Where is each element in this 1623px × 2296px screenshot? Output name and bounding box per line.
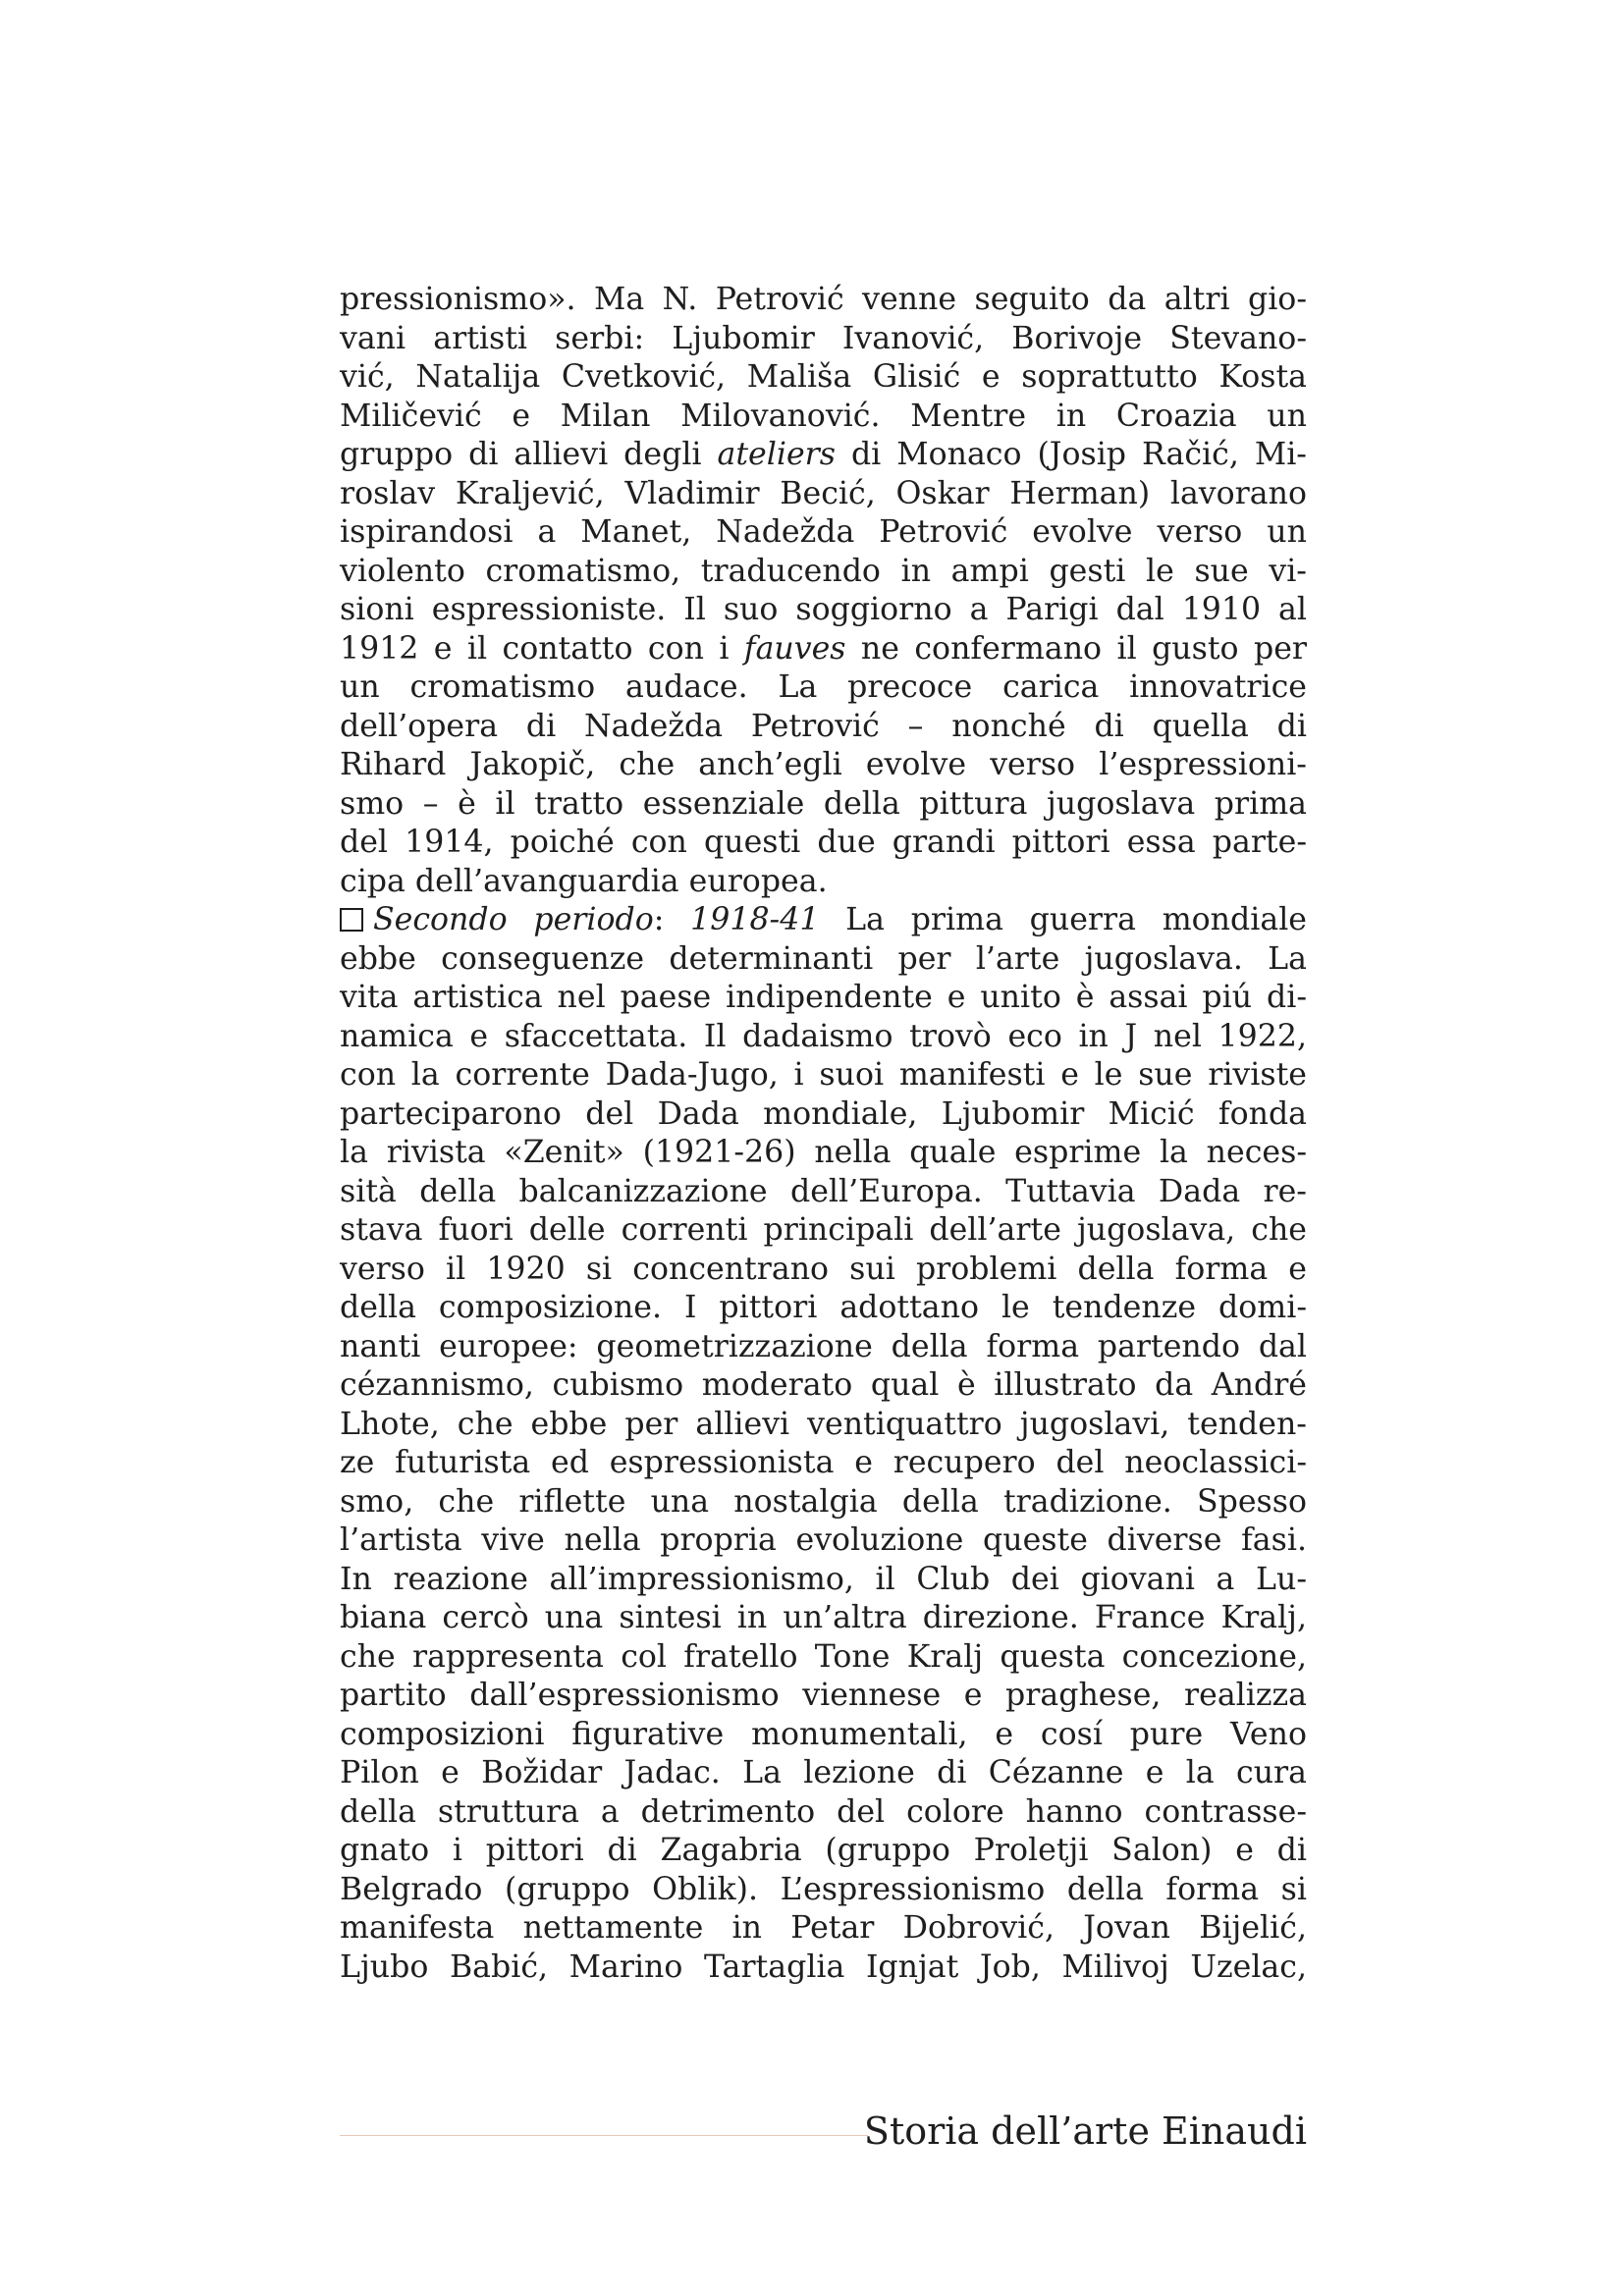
text-line — [340, 940, 1307, 980]
text-span: sità della balcanizzazione dell’Europa. Tuttavia Dada re- — [340, 1173, 1307, 1209]
text-line — [340, 475, 1307, 514]
text-line — [340, 1251, 1307, 1290]
italic-text-span: fauves — [743, 630, 846, 667]
text-span: : — [653, 902, 691, 937]
text-span: dell’opera di Nadežda Petrović – nonché di quella di — [340, 708, 1307, 744]
text-line — [340, 1522, 1307, 1561]
text-span: nanti europee: geometrizzazione della forma partendo dal — [340, 1328, 1307, 1364]
text-span: la rivista «Zenit» (1921-26) nella quale esprime la neces- — [340, 1135, 1307, 1170]
text-span: roslav Kraljević, Vladimir Becić, Oskar Herman) lavorano — [340, 475, 1307, 511]
text-span: Belgrado (gruppo Oblik). L’espressionismo della forma si — [340, 1871, 1307, 1907]
text-line — [340, 1832, 1307, 1871]
text-span: ispirandosi a Manet, Nadežda Petrović evolve verso un — [340, 514, 1307, 550]
text-span: della struttura a detrimento del colore hanno contrasse- — [340, 1793, 1307, 1830]
text-span: partito dall’espressionismo viennese e praghese, realizza — [340, 1678, 1307, 1713]
text-span: Pilon e Božidar Jadac. La lezione di Cézanne e la cura — [340, 1755, 1307, 1790]
text-line — [340, 436, 1307, 475]
text-line — [340, 1444, 1307, 1483]
text-span: pressionismo». Ma N. Petrović venne seguito da altri gio- — [340, 282, 1307, 317]
text-line — [340, 358, 1307, 398]
text-span: ebbe conseguenze determinanti per l’arte jugoslava. La — [340, 940, 1307, 977]
text-line — [340, 591, 1307, 630]
text-span: parteciparono del Dada mondiale, Ljubomir Micić fonda — [340, 1095, 1307, 1132]
text-span: ze futurista ed espressionista e recupero del neoclassici- — [340, 1445, 1307, 1480]
text-span: vita artistica nel paese indipendente e unito è assai piú di- — [340, 980, 1307, 1015]
text-span: Lhote, che ebbe per allievi ventiquattro jugoslavi, tenden- — [340, 1406, 1307, 1442]
text-line — [340, 668, 1307, 708]
text-line — [340, 1793, 1307, 1833]
text-line — [340, 1677, 1307, 1716]
text-span: In reazione all’impressionismo, il Club dei giovani a Lu- — [340, 1561, 1307, 1597]
text-span: biana cercò una sintesi in un’altra direzione. France Kralj, — [340, 1600, 1307, 1635]
text-line — [340, 785, 1307, 825]
text-line — [340, 1949, 1307, 1988]
page-footer — [340, 2107, 1307, 2165]
text-line — [340, 1406, 1307, 1445]
text-span: gnato i pittori di Zagabria (gruppo Proletji Salon) e di — [340, 1833, 1307, 1868]
text-line — [340, 746, 1307, 785]
text-line — [340, 1018, 1307, 1057]
text-span: cézannismo, cubismo moderato qual è illustrato da André — [340, 1367, 1307, 1403]
text-line — [340, 1909, 1307, 1949]
text-line — [340, 1366, 1307, 1406]
italic-text-span: Secondo periodo — [373, 902, 654, 937]
text-span: verso il 1920 si concentrano sui problemi della forma e — [340, 1251, 1307, 1287]
text-line — [340, 901, 1307, 940]
text-span: che rappresenta col fratello Tone Kralj questa concezione, — [340, 1638, 1307, 1675]
text-line — [340, 1211, 1307, 1251]
text-span: violento cromatismo, traducendo in ampi gesti le sue vi- — [340, 553, 1307, 589]
text-line — [340, 1056, 1307, 1095]
text-span: della composizione. I pittori adottano le tendenze domi- — [340, 1290, 1307, 1325]
text-span: ne confermano il gusto per — [845, 630, 1307, 667]
text-span: l’artista vive nella propria evoluzione queste diverse fasi. — [340, 1522, 1307, 1558]
text-line — [340, 1483, 1307, 1522]
text-line — [340, 1599, 1307, 1638]
text-line — [340, 863, 1307, 902]
text-line — [340, 398, 1307, 437]
text-line — [340, 553, 1307, 592]
body-text — [340, 281, 1307, 1987]
text-span: un cromatismo audace. La precoce carica innovatrice — [340, 669, 1307, 705]
text-span: Miličević e Milan Milovanović. Mentre in Croazia un — [340, 398, 1307, 434]
text-line — [340, 320, 1307, 359]
text-span: vani artisti serbi: Ljubomir Ivanović, Borivoje Stevano- — [340, 320, 1307, 356]
text-span: del 1914, poiché con questi due grandi pittori essa parte- — [340, 825, 1307, 860]
text-line — [340, 1173, 1307, 1212]
text-line — [340, 1095, 1307, 1135]
text-span: La prima guerra mondiale — [819, 902, 1307, 937]
text-line — [340, 824, 1307, 863]
italic-text-span: ateliers — [717, 437, 836, 472]
text-span: di Monaco (Josip Račić, Mi- — [835, 437, 1307, 472]
text-line — [340, 708, 1307, 747]
italic-text-span: 1918-41 — [690, 902, 820, 937]
text-line — [340, 1871, 1307, 1910]
text-span: namica e sfaccettata. Il dadaismo trovò eco in J nel 1922, — [340, 1018, 1307, 1054]
text-span: gruppo di allievi degli — [340, 437, 718, 472]
text-line — [340, 281, 1307, 320]
text-span: sioni espressioniste. Il suo soggiorno a Parigi dal 1910 al — [340, 592, 1307, 627]
text-span: smo, che riflette una nostalgia della tradizione. Spesso — [340, 1483, 1307, 1520]
text-line — [340, 1289, 1307, 1328]
text-span: Rihard Jakopič, che anch’egli evolve verso l’espressioni- — [340, 747, 1307, 782]
text-line — [340, 1716, 1307, 1755]
text-span: cipa dell’avanguardia europea. — [340, 863, 828, 899]
text-line — [340, 1754, 1307, 1793]
text-span: 1912 e il contatto con i — [340, 630, 744, 667]
text-span: composizioni figurative monumentali, e cosí pure Veno — [340, 1716, 1307, 1752]
text-span: con la corrente Dada-Jugo, i suoi manifesti e le sue riviste — [340, 1057, 1307, 1093]
text-line — [340, 979, 1307, 1018]
text-line — [340, 1561, 1307, 1600]
text-line — [340, 1134, 1307, 1173]
text-line — [340, 1328, 1307, 1367]
text-span: smo – è il tratto essenziale della pittura jugoslava prima — [340, 785, 1307, 822]
footer-title: Storia dell’arte Einaudi — [863, 2109, 1307, 2153]
text-line — [340, 630, 1307, 669]
section-box-icon — [340, 908, 363, 932]
footer-rule — [340, 2135, 868, 2136]
text-line — [340, 513, 1307, 553]
text-span: vić, Natalija Cvetković, Mališa Glisić e soprattutto Kosta — [340, 359, 1307, 395]
text-span: manifesta nettamente in Petar Dobrović, Jovan Bijelić, — [340, 1910, 1307, 1946]
text-span: stava fuori delle correnti principali dell’arte jugoslava, che — [340, 1212, 1307, 1248]
text-line — [340, 1638, 1307, 1678]
text-span: Ljubo Babić, Marino Tartaglia Ignjat Job, Milivoj Uzelac, — [340, 1949, 1307, 1985]
